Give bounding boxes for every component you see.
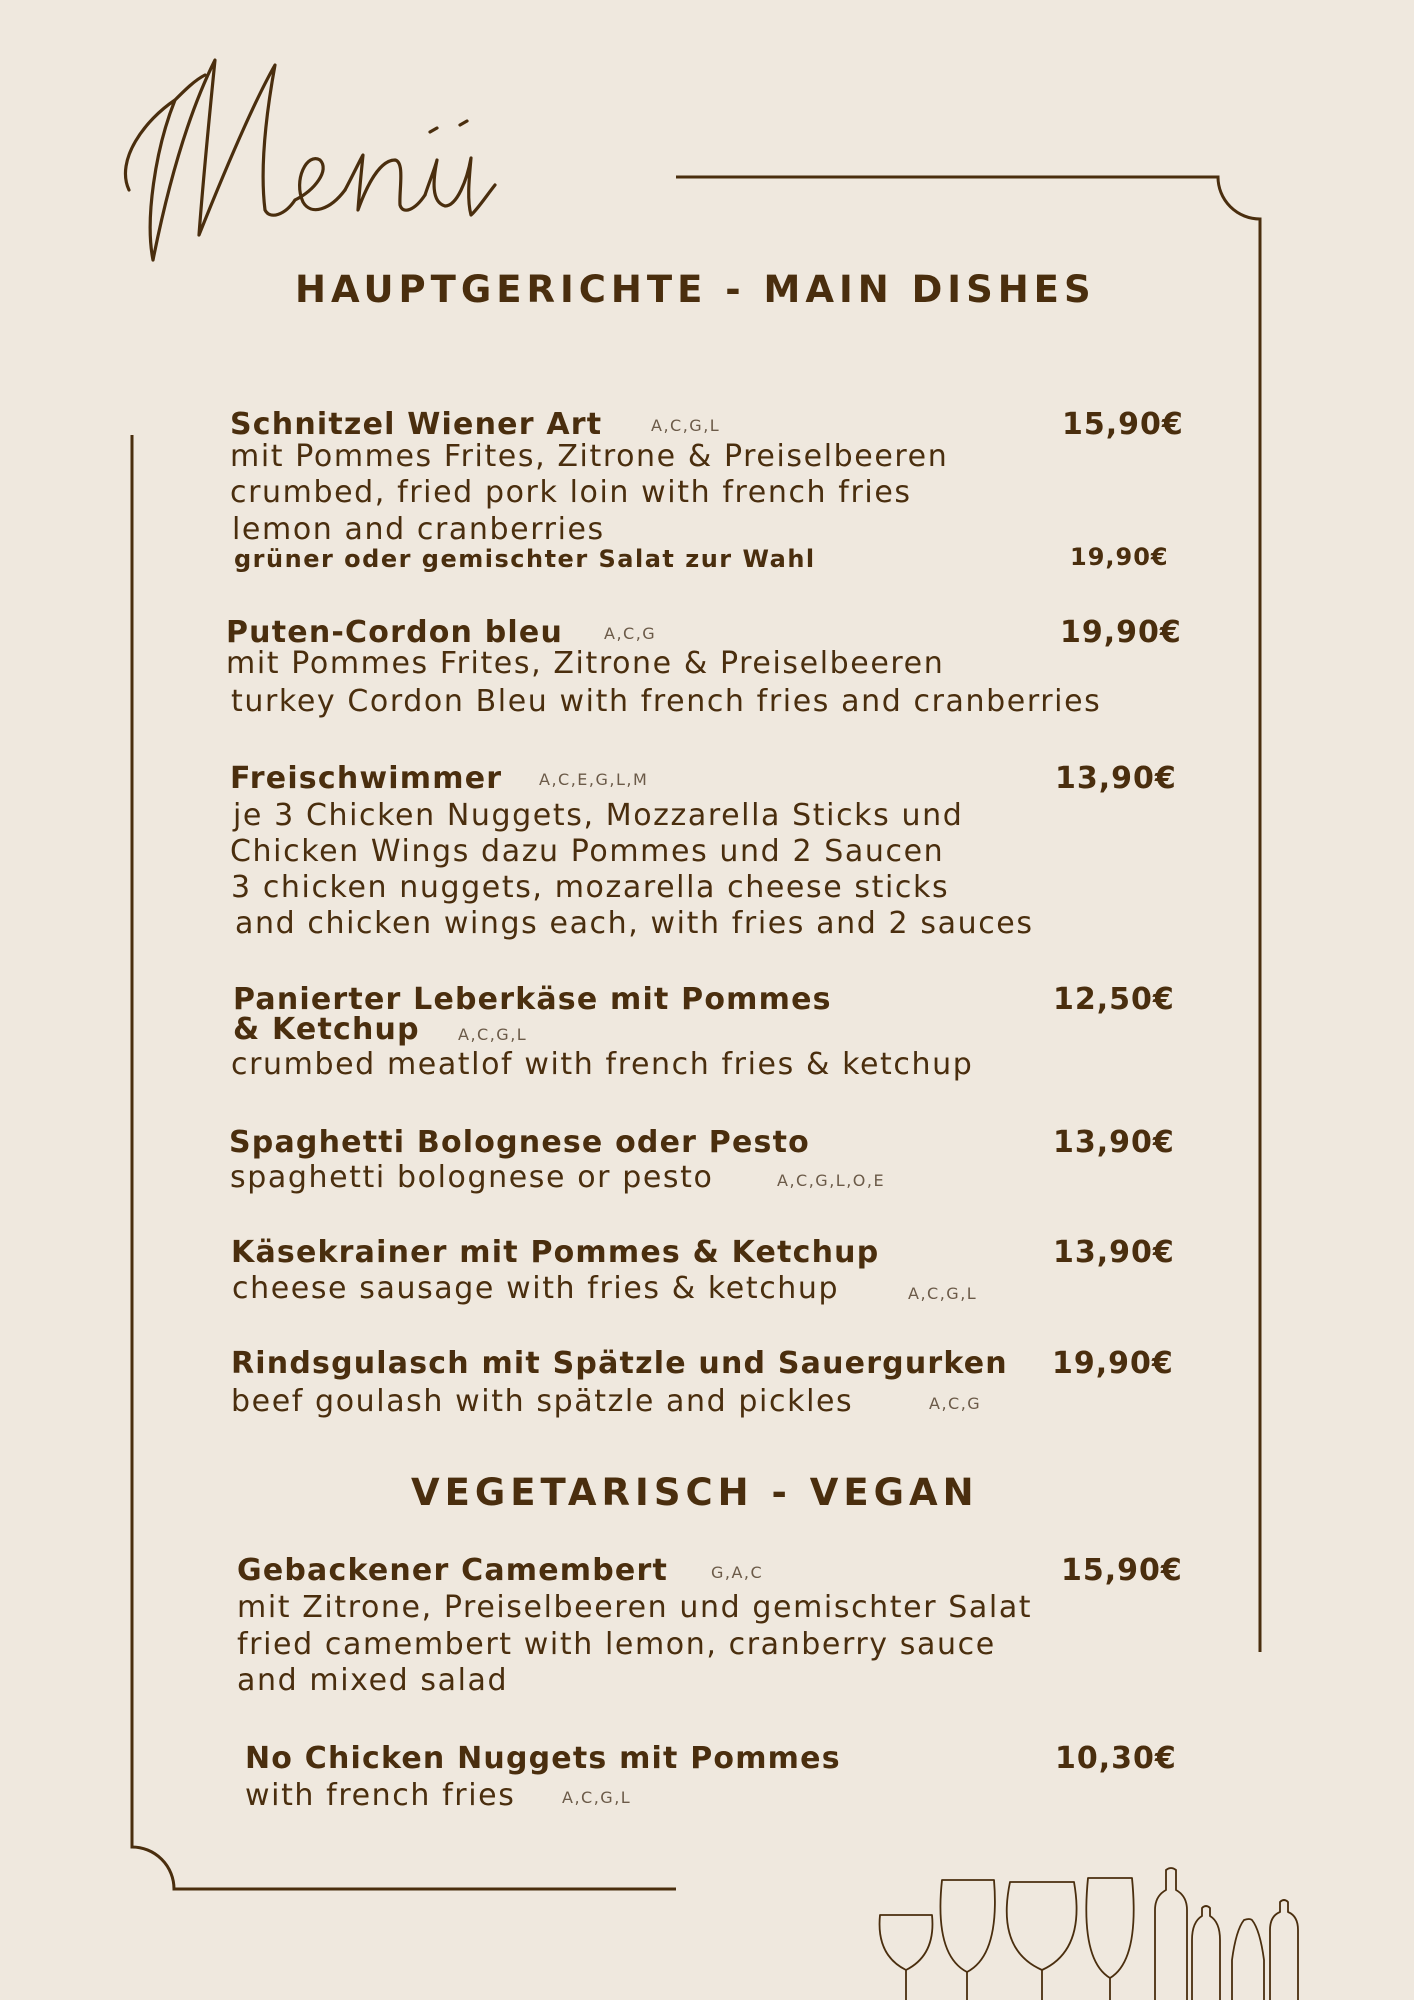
item-price: 13,90€ [1055, 761, 1177, 796]
wine-glasses-illustration [870, 1860, 1310, 2000]
menu-title-script [115, 20, 535, 280]
item-price: 10,30€ [1055, 1741, 1177, 1776]
section-heading-main-dishes: HAUPTGERICHTE - MAIN DISHES [295, 268, 1096, 311]
item-name: Puten-Cordon bleu [226, 615, 564, 650]
item-description: beef goulash with spätzle and pickles [231, 1384, 854, 1419]
item-price: 19,90€ [1060, 615, 1182, 650]
item-allergens: A,C,G,L [458, 1025, 528, 1044]
item-description: spaghetti bolognese or pesto [230, 1160, 714, 1195]
item-name: Panierter Leberkäse mit Pommes [233, 982, 832, 1017]
item-description: crumbed meatlof with french fries & ketchup [231, 1047, 974, 1082]
item-name: Spaghetti Bolognese oder Pesto [229, 1125, 810, 1160]
item-price: 12,50€ [1053, 982, 1175, 1017]
item-description: crumbed, fried pork loin with french fries [230, 475, 912, 510]
item-option-label: grüner oder gemischter Salat zur Wahl [234, 545, 816, 573]
section-heading-vegetarian: VEGETARISCH - VEGAN [411, 1471, 979, 1514]
item-allergens: A,C,G,L [651, 416, 721, 435]
item-description: with french fries [245, 1778, 516, 1813]
item-description: turkey Cordon Bleu with french fries and cranberries [231, 684, 1102, 719]
item-name: Rindsgulasch mit Spätzle und Sauergurken [231, 1346, 1008, 1381]
item-description: mit Pommes Frites, Zitrone & Preiselbeeren [230, 439, 949, 474]
item-price: 13,90€ [1053, 1235, 1175, 1270]
item-name: Gebackener Camembert [237, 1553, 668, 1588]
item-option-price: 19,90€ [1070, 543, 1169, 571]
item-allergens: A,C,G [929, 1394, 982, 1413]
item-price: 13,90€ [1053, 1125, 1175, 1160]
item-description: lemon and cranberries [232, 512, 605, 547]
item-allergens: A,C,G,L [562, 1788, 632, 1807]
item-allergens: A,C,E,G,L,M [539, 770, 649, 789]
item-name: Freischwimmer [230, 761, 503, 796]
item-name: Käsekrainer mit Pommes & Ketchup [231, 1235, 880, 1270]
item-description: je 3 Chicken Nuggets, Mozzarella Sticks und [233, 798, 964, 833]
item-price: 15,90€ [1061, 1553, 1183, 1588]
item-name: Schnitzel Wiener Art [230, 407, 603, 442]
item-description: 3 chicken nuggets, mozarella cheese sticks [231, 870, 950, 905]
item-description: cheese sausage with fries & ketchup [232, 1271, 840, 1306]
item-description: fried camembert with lemon, cranberry sauce [237, 1627, 996, 1662]
item-allergens: A,C,G,L [908, 1284, 978, 1303]
item-name: No Chicken Nuggets mit Pommes [245, 1741, 841, 1776]
item-allergens: G,A,C [711, 1563, 764, 1582]
item-description: and mixed salad [237, 1663, 509, 1698]
item-description: Chicken Wings dazu Pommes und 2 Saucen [230, 834, 945, 869]
item-description: and chicken wings each, with fries and 2 sauces [235, 906, 1034, 941]
item-allergens: A,C,G [604, 624, 657, 643]
item-price: 15,90€ [1062, 407, 1184, 442]
item-description: mit Zitrone, Preiselbeeren und gemischter Salat [237, 1590, 1033, 1625]
item-allergens: A,C,G,L,O,E [777, 1171, 886, 1190]
item-price: 19,90€ [1052, 1346, 1174, 1381]
item-description: mit Pommes Frites, Zitrone & Preiselbeeren [226, 646, 945, 681]
item-name: & Ketchup [233, 1012, 420, 1047]
